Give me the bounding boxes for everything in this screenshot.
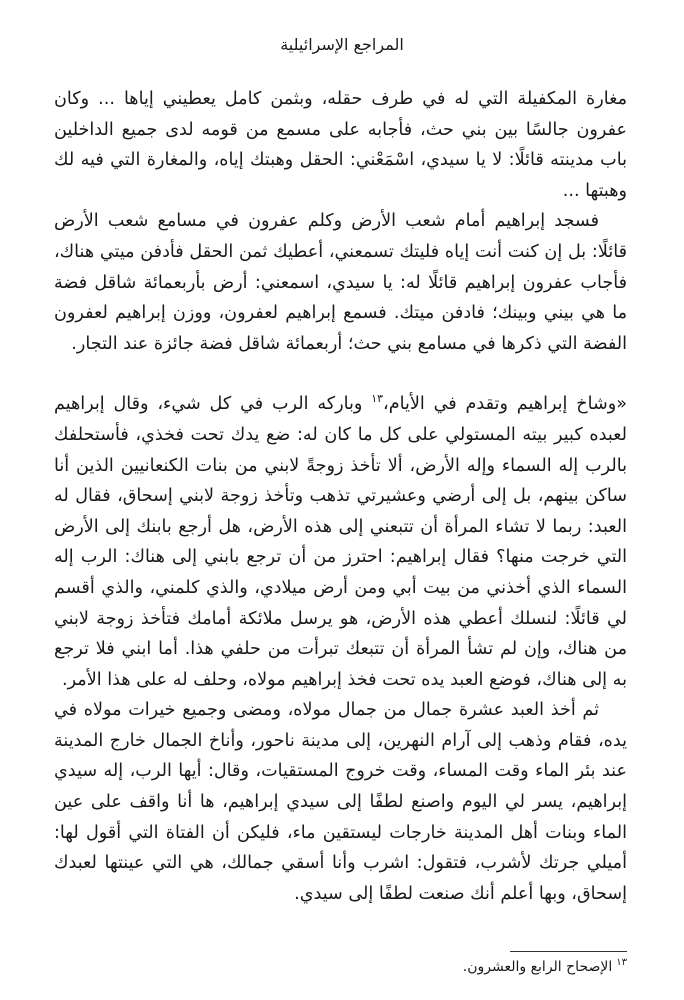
paragraph-3-rest: وباركه الرب في كل شيء، وقال إبراهيم لعبده كبير بيته المستولي على كل ما كان له: ضع يدك تحت فخذي، فأستحلفك بالرب إله السماء وإله الأرض، ألا تأخذ زوجةً لابني من بنات الكنعانيين الذين أنا ساكن بينهم، بل إلى أرضي وعشيرتي تذهب وتأخذ زوجة لابني إسحاق، فقال له العبد: ربما لا تشاء المرأة أن تتبعني إلى هذه الأرض، هل أرجع بابنك إلى الأرض التي خرجت منها؟ فقال إبراهيم: احترز من أن ترجع بابني إلى هناك: الرب إله السماء الذي أخذني من بيت أبي ومن أرض ميلادي، والذي كلمني، والذي أقسم لي قائلًا: لنسلك أعطي هذه الأرض، هو يرسل ملائكة أمامك فتأخذ زوجة لابني من هناك، وإن لم تشأ المرأة أن تتبعك تبرأت من حلفي هذا. أما ابني فلا ترجع به إلى هناك، فوضع العبد يده تحت فخذ إبراهيم مولاه، وحلف له على هذا الأمر. — [54, 394, 627, 690]
paragraph-2: فسجد إبراهيم أمام شعب الأرض وكلم عفرون في مسامع شعب الأرض قائلًا: بل إن كنت أنت إياه فليتك تسمعني، أعطيك ثمن الحقل فأدفن ميتي هناك، فأجاب عفرون إبراهيم قائلًا له: يا سيدي، اسمعني: أرض بأربعمائة شاقل فضة ما هي بيني وبينك؛ فادفن ميتك. فسمع إبراهيم لعفرون، ووزن إبراهيم لعفرون الفضة التي ذكرها في مسامع بني حث؛ أربعمائة شاقل فضة جائزة عند التجار. — [54, 211, 627, 354]
footnote-reference[interactable]: ١٣ — [371, 392, 384, 406]
footnote-text: الإصحاح الرابع والعشرون. — [462, 959, 613, 975]
footnote-divider — [510, 951, 627, 952]
paragraph-3-lead: «وشاخ إبراهيم وتقدم في الأيام، — [383, 394, 627, 415]
paragraph-3 — [54, 389, 627, 695]
running-head: المراجع الإسرائيلية — [280, 35, 404, 54]
footnote — [54, 957, 627, 977]
paragraph-1: مغارة المكفيلة التي له في طرف حقله، وبثمن كامل يعطيني إياها ... وكان عفرون جالسًا بين بني حث، فأجابه على مسمع من قومه لدى جميع الداخلين باب مدينته قائلًا: لا يا سيدي، اسْمَعْني: الحقل وهبتك إياه، والمغارة التي فيه لك وهبتها ... — [54, 89, 627, 201]
body-text — [54, 84, 627, 909]
footnote-number: ١٣ — [616, 957, 627, 969]
paragraph-4: ثم أخذ العبد عشرة جمال من جمال مولاه، ومضى وجميع خيرات مولاه في يده، فقام وذهب إلى آرام النهرين، إلى مدينة ناحور، وأناخ الجمال خارج المدينة عند بئر الماء وقت المساء، وقت خروج المستقيات، وقال: أيها الرب، إله سيدي إبراهيم، يسر لي اليوم واصنع لطفًا إلى سيدي إبراهيم، ها أنا واقف على عين الماء وبنات أهل المدينة خارجات ليستقين ماء، فليكن أن الفتاة التي أقول لها: أميلي جرتك لأشرب، فتقول: اشرب وأنا أسقي جمالك، هي التي عينتها لعبدك إسحاق، وبها أعلم أنك صنعت لطفًا إلى سيدي. — [54, 700, 627, 904]
